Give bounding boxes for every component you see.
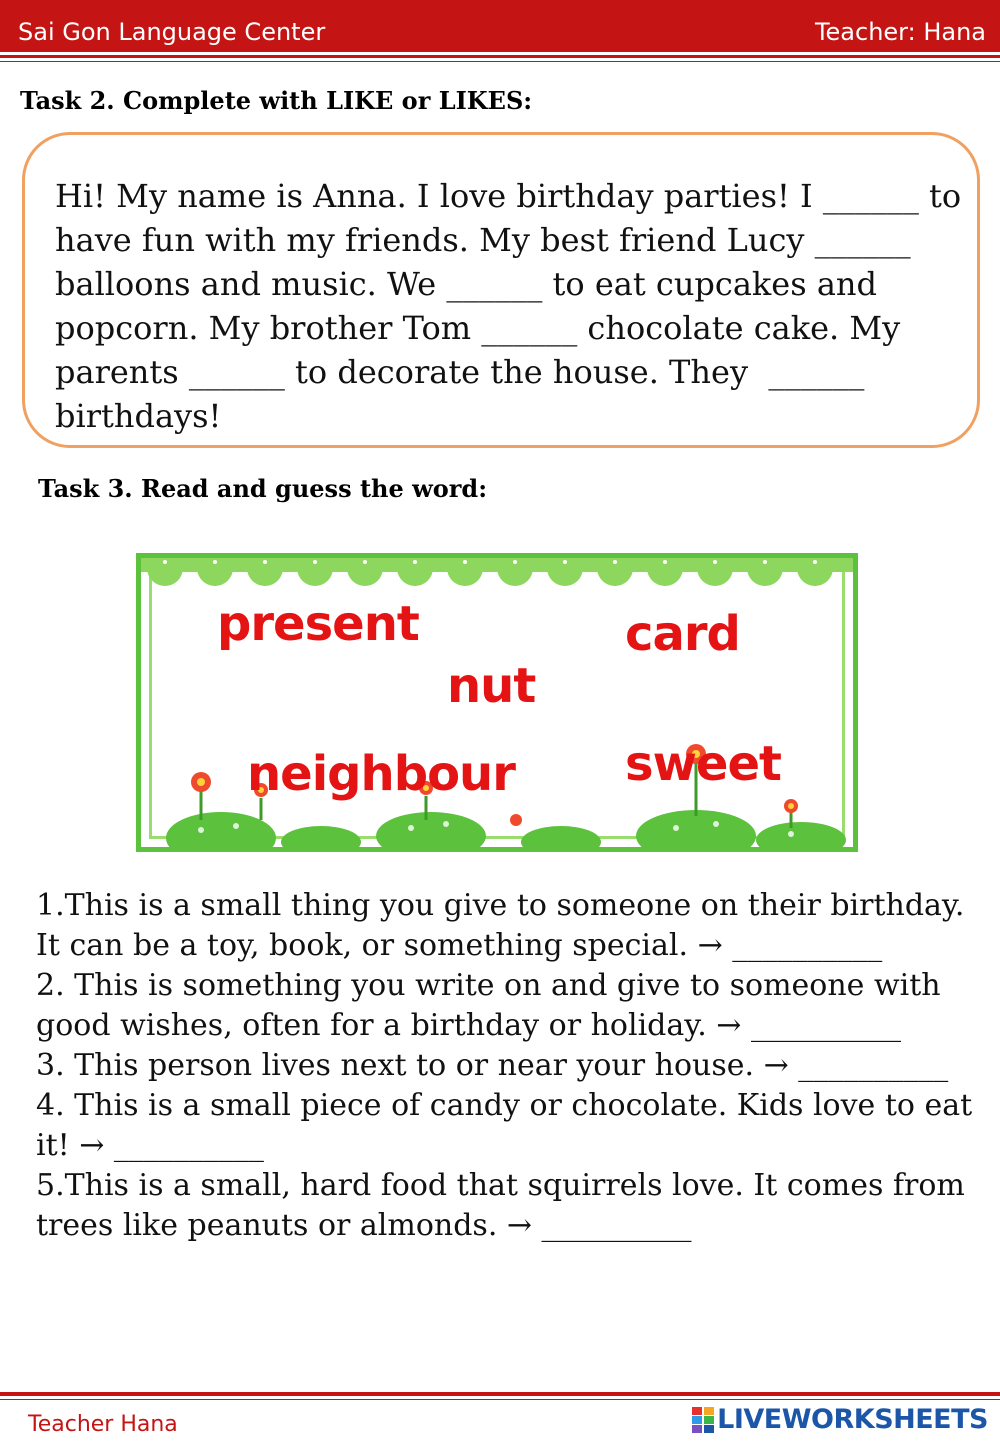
footer-brand-label: LIVEWORKSHEETS: [717, 1404, 988, 1435]
header-center-name: Sai Gon Language Center: [18, 18, 326, 46]
word-neighbour: neighbour: [247, 746, 515, 802]
task2-passage: Hi! My name is Anna. I love birthday parties! I ______ to have fun with my friends. My best friend Lucy ______ balloons and music. We ______ to eat cupcakes and popcorn. My brother Tom ______ chocolate cake. My parents ______ to decorate the house. They ______ birthdays!: [55, 177, 972, 435]
task3-title: Task 3. Read and guess the word:: [38, 474, 488, 503]
question-item: 4. This is a small piece of candy or chocolate. Kids love to eat it! → __________: [36, 1088, 973, 1163]
footer-divider: [0, 1392, 1000, 1396]
footer-divider-thin: [0, 1399, 1000, 1400]
question-item: 5.This is a small, hard food that squirrels love. It comes from trees like peanuts or almonds. → __________: [36, 1168, 965, 1243]
word-nut: nut: [447, 658, 536, 714]
page-header: [0, 0, 1000, 52]
question-item: 2. This is something you write on and give to someone with good wishes, often for a birthday or holiday. → __________: [36, 968, 941, 1043]
footer-brand: [692, 1404, 988, 1435]
question-item: 1.This is a small thing you give to someone on their birthday. It can be a toy, book, or something special. → __________: [36, 888, 965, 963]
word-sweet: sweet: [625, 736, 781, 792]
word-card: card: [625, 606, 740, 662]
task2-title: Task 2. Complete with LIKE or LIKES:: [20, 86, 533, 115]
header-teacher: Teacher: Hana: [814, 18, 986, 46]
liveworksheets-logo-icon: [692, 1407, 714, 1433]
word-present: present: [217, 596, 419, 652]
header-divider: [0, 55, 1000, 58]
question-list: [36, 886, 976, 1246]
word-bank-banner: [136, 553, 858, 852]
footer-teacher: Teacher Hana: [28, 1412, 178, 1437]
question-item: 3. This person lives next to or near your house. → __________: [36, 1048, 949, 1083]
header-divider-thin: [0, 61, 1000, 62]
